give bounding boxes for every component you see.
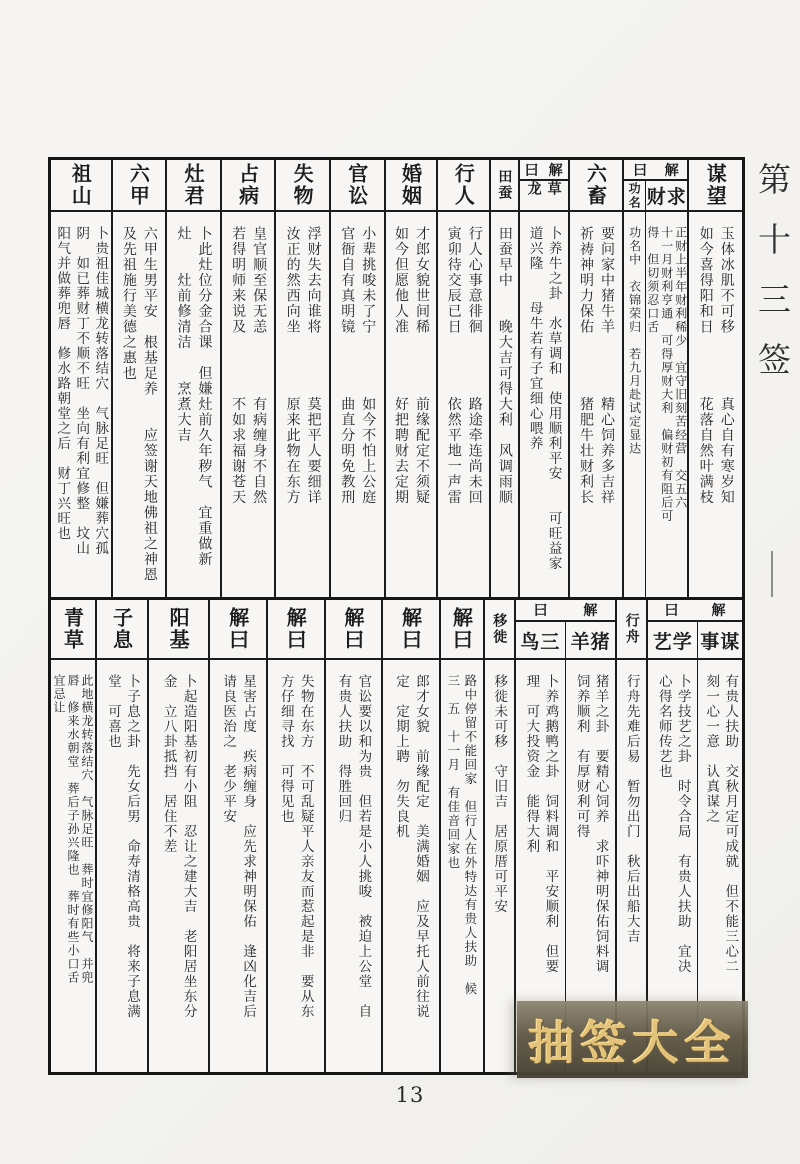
column-caiqiu [645, 181, 687, 597]
text-sanniao [521, 674, 559, 974]
body-zaojun [167, 212, 220, 597]
column-zixi [95, 600, 147, 1072]
text-line: 堂 可喜也 [105, 674, 122, 749]
header-jieyue-shiwu: 解曰 [268, 600, 324, 660]
header-xingzhou: 行舟 [617, 600, 646, 660]
column-liuchu [568, 160, 623, 597]
group-caolong-cols [520, 181, 568, 597]
body-xingren [438, 212, 489, 597]
text-line: 饲养顺利 有厚财利可得 [573, 674, 590, 839]
text-line: 理 可大投资金 能得大利 [523, 674, 540, 854]
column-gongming [624, 181, 645, 597]
text-line: 定 定期上聘 勿失良机 [392, 674, 409, 839]
header-zushan: 祖山 [51, 160, 111, 212]
text-line: 六甲生男平安 根基足养 应签谢天地佛祖之神恩 [141, 226, 158, 583]
header-zhuyang: 羊猪 [566, 622, 615, 660]
text-zhuyang [572, 674, 610, 974]
text-line: 卜养鸡鹅鸭之卦 饲料调和 平安顺利 但要 [542, 674, 559, 974]
text-line: 要问家中猪牛羊 精心饲养多吉祥 [599, 226, 616, 505]
body-guansong [331, 212, 384, 597]
column-zaojun [165, 160, 220, 597]
text-xingzhou [622, 674, 642, 944]
header-zhanbing: 占病 [222, 160, 275, 212]
text-line: 小辈挑唆未了宁 如今不怕上公庭 [360, 226, 377, 505]
text-line: 行人心事意徘徊 路途牵连尚未回 [466, 226, 483, 505]
jieyue-strip-livestock [516, 600, 616, 622]
text-line: 卜养牛之卦 水草调和 使用顺利平安 可旺益家 [545, 226, 562, 571]
fortune-table [48, 157, 745, 1075]
column-liujia [111, 160, 166, 597]
text-line: 卜起造阳基初有小阻 忍让之建大吉 老阳居坐东分 [180, 674, 197, 1019]
column-yangji [147, 600, 208, 1072]
text-line: 有贵人扶助 得胜回归 [335, 674, 352, 824]
text-line: 阴 如已葬财丁不顺不旺 坐向有利宜修整 坟山 [73, 226, 90, 556]
text-zushan [52, 226, 109, 556]
text-jieyue-bing [218, 674, 258, 1019]
header-yangji: 阳基 [149, 600, 208, 660]
text-line: 十一月财利亨通 可得厚财大利 偏财初有阻后可 [659, 226, 674, 523]
jieyue-strip-caolong [520, 160, 568, 181]
text-shimou [701, 674, 739, 974]
strip-jie: 解 [583, 603, 598, 619]
strip-yue: 曰 [533, 603, 548, 619]
header-zaojun: 灶君 [167, 160, 220, 212]
text-line: 星害占度 疾病缠身 应先求神明保佑 逢凶化吉后 [240, 674, 257, 1019]
column-xingren [436, 160, 489, 597]
text-guansong [336, 226, 378, 505]
text-caiqiu [646, 226, 687, 523]
column-zushan [51, 160, 111, 597]
text-jieyue-shiwu [276, 674, 316, 1019]
text-jieyue-xing [445, 674, 479, 996]
body-jieyue-hun [383, 660, 439, 1072]
header-xingren: 行人 [438, 160, 489, 212]
jieyue-strip-plans [648, 600, 742, 622]
text-line: 心得名师传艺也 [655, 674, 672, 779]
text-line: 玉体冰肌不可移 真心自有寒岁知 [718, 226, 735, 505]
strip-yue: 曰 [664, 603, 679, 619]
header-jieyue-song: 解曰 [326, 600, 382, 660]
column-guansong [329, 160, 384, 597]
header-shiwu: 失物 [276, 160, 329, 212]
text-yixi [489, 674, 509, 914]
text-line: 卜学技艺之卦 时令合局 有贵人扶助 宜决 [674, 674, 691, 974]
header-liujia: 六甲 [113, 160, 166, 212]
text-line: 请良医治之 老少平安 [220, 674, 237, 824]
body-caolong [520, 212, 568, 597]
body-jieyue-shiwu [268, 660, 324, 1072]
strip-yue: 曰 [524, 162, 539, 179]
body-caiqiu [646, 212, 687, 597]
body-mouwang [689, 212, 742, 597]
column-shiwu [274, 160, 329, 597]
header-caiqiu: 财求 [646, 181, 687, 212]
column-qingcao [51, 600, 95, 1072]
text-line: 郎才女貌 前缘配定 美满婚姻 应及早托人前往说 [412, 674, 429, 1019]
column-jieyue-hun [381, 600, 439, 1072]
fold-mark [771, 551, 773, 597]
column-jieyue-xing [439, 600, 483, 1072]
text-line: 卜子息之卦 先女后男 命寿清格高贵 将来子息满 [124, 674, 141, 1019]
strip-jie: 解 [548, 162, 563, 179]
text-line: 正财上半年财利稀少 宜守旧刻苦经营 交五六 [673, 226, 688, 510]
body-yangji [149, 660, 208, 1072]
body-liuchu [570, 212, 623, 597]
text-line: 若得明师来说及 不如求福谢苍天 [230, 226, 247, 505]
text-line: 此地横龙转落结穴 气脉足旺 葬时宜修阳气 并兜 [80, 674, 95, 985]
group-caolong [518, 160, 568, 597]
text-line: 如今但愿他人准 好把聘财去定期 [392, 226, 409, 505]
header-tiancan: 田蚕 [491, 160, 517, 212]
watermark-text: 抽签大全 [528, 1015, 737, 1070]
text-line: 功名中 衣锦荣归 若九月赴试定显达 [627, 226, 642, 456]
column-tiancan [489, 160, 517, 597]
body-jieyue-song [326, 660, 382, 1072]
text-tiancan [494, 226, 515, 505]
body-shiwu [276, 212, 329, 597]
strip-jie: 解 [711, 603, 726, 619]
body-liujia [113, 212, 166, 597]
text-jieyue-hun [391, 674, 431, 1019]
text-line: 有贵人扶助 交秋月定可成就 但不能三心二 [722, 674, 739, 974]
text-line: 卜贵祖佳城横龙转落结穴 气脉足旺 但嫌葬穴孤 [92, 226, 109, 556]
text-line: 如今喜得阳和日 花落自然叶满枝 [697, 226, 714, 505]
strip-jie: 解 [664, 162, 679, 179]
strip-yue: 曰 [633, 162, 648, 179]
body-tiancan [491, 212, 517, 597]
text-line: 方仔细寻找 可得见也 [277, 674, 294, 824]
text-yangji [159, 674, 199, 1019]
body-qingcao [51, 660, 95, 1072]
group-caiqiu-gongming [622, 160, 687, 597]
text-line: 灶 灶前修清洁 烹煮大吉 [175, 226, 192, 443]
text-line: 皇官顺至保无恙 有病缠身不自然 [251, 226, 268, 505]
text-line: 阳气并做葬兜唇 修水路朝堂之后 财丁兴旺也 [54, 226, 71, 541]
column-jieyue-shiwu [266, 600, 324, 1072]
header-caolong: 草龙 [520, 181, 568, 212]
header-mouwang: 谋望 [689, 160, 742, 212]
body-zixi [97, 660, 147, 1072]
column-caolong [520, 181, 568, 597]
text-line: 行舟先难后易 暂勿出门 秋后出船大吉 [623, 674, 640, 944]
header-guansong: 官讼 [331, 160, 384, 212]
text-jieyue-song [333, 674, 373, 1019]
text-line: 猪羊之卦 要精心饲养 求吓神明保佑饲料调 [592, 674, 609, 974]
body-jieyue-bing [210, 660, 266, 1072]
text-line: 浮财失去向谁将 莫把平人要细详 [305, 226, 322, 505]
text-line: 路中停留不能回家 但行人在外特达有贵人扶助 候 [462, 674, 478, 996]
header-zixi: 子息 [97, 600, 147, 660]
header-jieyue-bing: 解曰 [210, 600, 266, 660]
text-qingcao [52, 674, 94, 985]
text-line: 三 五 十一月 有佳音回家也 [445, 674, 461, 870]
column-mouwang [687, 160, 742, 597]
text-line: 刻一心一意 认真谋之 [703, 674, 720, 824]
text-line: 宜忌让 [52, 674, 67, 715]
text-zhanbing [227, 226, 269, 505]
page-number: 13 [395, 1083, 425, 1107]
text-gongming [628, 226, 642, 456]
column-jieyue-bing [208, 600, 266, 1072]
text-zaojun [172, 226, 214, 567]
header-shimou: 事谋 [698, 622, 742, 660]
header-gongming: 功名 [624, 181, 645, 212]
top-band [51, 160, 742, 600]
body-zushan [51, 212, 111, 597]
text-xingren [443, 226, 485, 505]
text-line: 才郎女貌世间稀 前缘配定不须疑 [413, 226, 430, 505]
text-line: 得 但切须忍口舌 [646, 226, 660, 334]
body-gongming [624, 212, 645, 597]
text-yixue [654, 674, 692, 974]
text-line: 官衙自有真明镜 曲直分明免教刑 [339, 226, 356, 505]
text-hunyin [390, 226, 432, 505]
text-line: 移徙未可移 守旧吉 居原厝可平安 [491, 674, 508, 914]
column-zhanbing [220, 160, 275, 597]
header-liuchu: 六畜 [570, 160, 623, 212]
header-hunyin: 婚姻 [386, 160, 437, 212]
body-zhanbing [222, 212, 275, 597]
text-line: 汝正的然西向坐 原来此物在东方 [284, 226, 301, 505]
header-yixi: 移徙 [485, 600, 514, 660]
text-line: 官讼要以和为贵 但若是小人挑唆 被迫上公堂 自 [355, 674, 372, 1019]
header-jieyue-hun: 解曰 [383, 600, 439, 660]
page-title: 第十三签 [753, 162, 792, 402]
text-shiwu [282, 226, 324, 505]
header-sanniao: 鸟三 [516, 622, 565, 660]
header-yixue: 艺学 [648, 622, 697, 660]
column-hunyin [384, 160, 437, 597]
text-line: 失物在东方 不可乱疑平人亲友而惹起是非 要从东 [297, 674, 314, 1019]
header-jieyue-xing: 解曰 [441, 600, 483, 660]
column-yixi [483, 600, 514, 1072]
text-line: 田蚕早中 晚大吉可得大利 风调雨顺 [496, 226, 513, 505]
header-qingcao: 青草 [51, 600, 95, 660]
text-caolong [525, 226, 563, 571]
body-yixi [485, 660, 514, 1072]
text-mouwang [695, 226, 737, 505]
text-line: 及先祖施行美德之惠也 [120, 226, 137, 381]
text-line: 唇 修来水朝堂 葬后子孙兴隆也 葬时有些小口舌 [66, 674, 81, 985]
text-liujia [118, 226, 160, 583]
body-hunyin [386, 212, 437, 597]
text-liuchu [575, 226, 617, 505]
text-zixi [103, 674, 141, 1019]
text-line: 寅卯待交辰已日 依然平地一声雷 [445, 226, 462, 505]
jieyue-strip-caiqiu [624, 160, 687, 181]
text-line: 道兴隆 母牛若有子宜细心喂养 [526, 226, 543, 451]
group-caiqiu-cols [624, 181, 687, 597]
text-line: 卜此灶位分金合课 但嫌灶前久年秽气 宜重做新 [196, 226, 213, 567]
column-jieyue-song [324, 600, 382, 1072]
text-line: 金 立八卦抵挡 居住不差 [160, 674, 177, 854]
watermark-banner [517, 1001, 748, 1078]
body-jieyue-xing [441, 660, 483, 1072]
text-line: 祈祷神明力保佑 猪肥牛壮财利长 [578, 226, 595, 505]
